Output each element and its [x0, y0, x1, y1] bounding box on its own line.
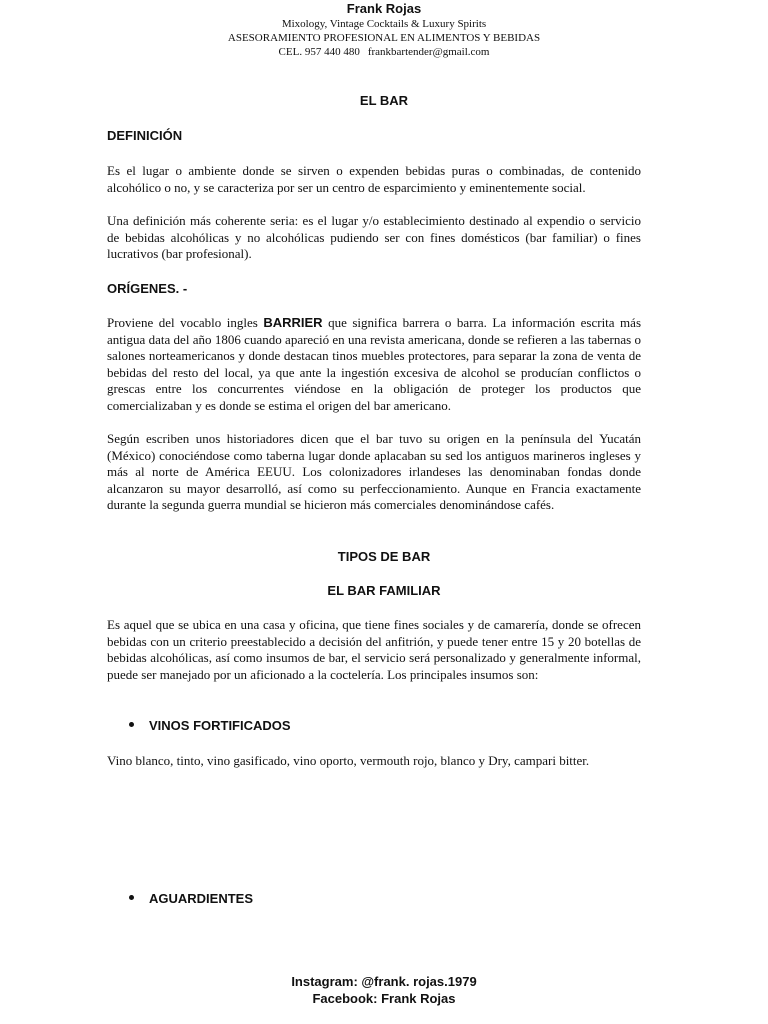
document-title: EL BAR	[359, 93, 409, 108]
tagline: Mixology, Vintage Cocktails & Luxury Spirits	[281, 18, 487, 30]
letterhead	[0, 0, 768, 59]
footer-instagram: Instagram: @frank. rojas.1979	[291, 974, 477, 989]
author-name: Frank Rojas	[346, 1, 422, 16]
email-address: frankbartender@gmail.com	[367, 46, 490, 58]
heading-definicion: DEFINICIÓN	[107, 128, 183, 143]
heading-bar-familiar: EL BAR FAMILIAR	[327, 583, 441, 598]
bullet-item	[129, 718, 291, 734]
origenes-text-after: que significa barrera o barra. La información escrita más antigua data del año 1806 cuando apareció en una revista americana, donde se refieren a las tabernas o salones norteamericanos y donde destacan tinos muebles protectores, para separar la zona de venta de bebidas del resto del local, ya que ante la ingestión excesiva de alcohol se producían conflictos o grescas entre los concurrentes viéndose en la obligación de proteger los productos que comercializaban y es donde se estima el origen del bar americano.	[107, 315, 642, 413]
paragraph-origenes-1	[107, 315, 641, 414]
footer-facebook: Facebook: Frank Rojas	[312, 991, 456, 1006]
paragraph-origenes-2: Según escriben unos historiadores dicen que el bar tuvo su origen en la península del Yucatán (México) conociéndose como taberna lugar donde aplacaban su sed los antiguos marineros ingleses y más al norte de América EEUU. Los colonizadores irlandeses las denominaban fondas donde alcanzaron su mayor desarrolló, así como su perfeccionamiento. Aunque en Francia exactamente durante la segunda guerra mundial se hicieron más comerciales denominándose cafés.	[107, 431, 641, 512]
bullet-dot-icon	[129, 895, 134, 900]
heading-origenes: ORÍGENES. -	[107, 281, 188, 296]
phone-number: CEL. 957 440 480	[278, 46, 360, 58]
contact-line	[0, 45, 768, 59]
paragraph-bar-familiar: Es aquel que se ubica en una casa y oficina, que tiene fines sociales y de camarería, donde se ofrecen bebidas con un criterio preestablecido a decisión del anfitrión, y puede tener entre 15 y 20 botellas de bebidas alcohólicas, así como insumos de bar, el servicio será personalizado y generalmente informal, puede ser manejado por un aficionado a la coctelería. Los principales insumos son:	[107, 617, 641, 682]
bullet-label: AGUARDIENTES	[149, 891, 254, 906]
origenes-text-before: Proviene del vocablo ingles	[107, 315, 258, 330]
service-line: ASESORAMIENTO PROFESIONAL EN ALIMENTOS Y BEBIDAS	[227, 32, 541, 44]
bullet-dot-icon	[129, 722, 134, 727]
paragraph-definicion-1: Es el lugar o ambiente donde se sirven o expenden bebidas puras o combinadas, de contenido alcohólico o no, y se caracteriza por ser un centro de esparcimiento y eminentemente social.	[107, 163, 641, 195]
bullet-item	[129, 891, 253, 907]
keyword-barrier: BARRIER	[263, 315, 323, 330]
paragraph-definicion-2: Una definición más coherente seria: es el lugar y/o establecimiento destinado al expendio o servicio de bebidas alcohólicas y no alcohólicas pudiendo ser con fines domésticos (bar familiar) o fines lucrativos (bar profesional).	[107, 213, 641, 261]
heading-tipos-de-bar: TIPOS DE BAR	[337, 549, 431, 564]
bullet-label: VINOS FORTIFICADOS	[149, 718, 291, 733]
paragraph-vinos: Vino blanco, tinto, vino gasificado, vino oporto, vermouth rojo, blanco y Dry, campari bitter.	[107, 753, 590, 768]
